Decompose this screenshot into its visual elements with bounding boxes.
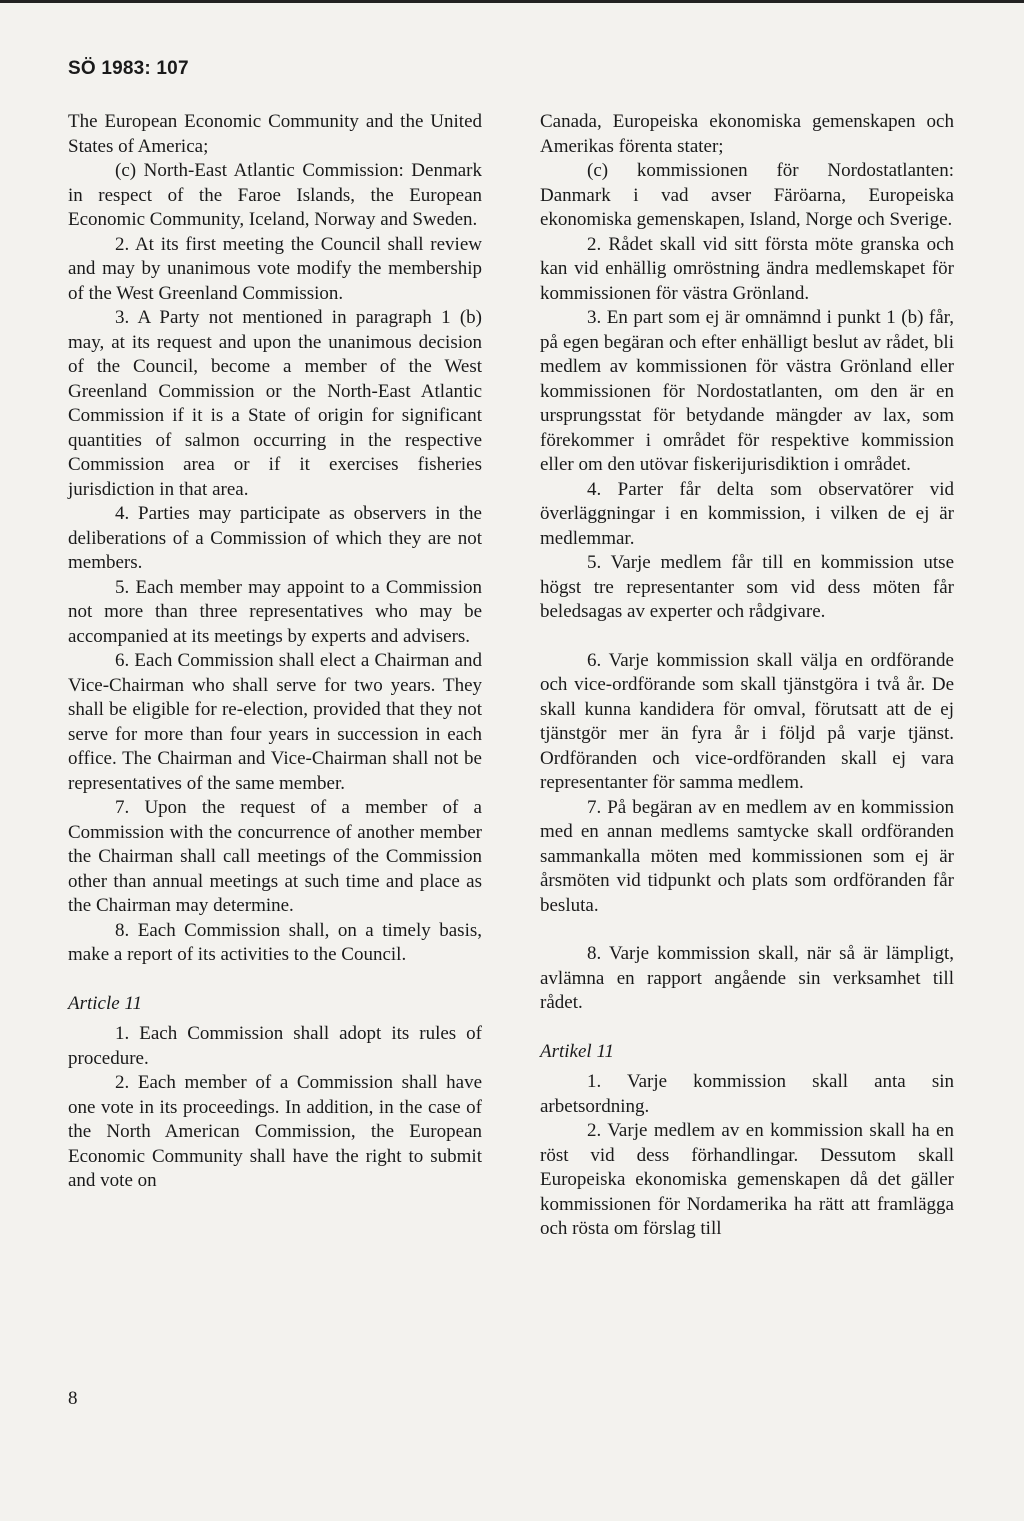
swedish-article-heading: Artikel 11 (540, 1040, 615, 1062)
swedish-column (540, 110, 954, 1242)
english-article-para-1: 1. Each Commission shall adopt its rules of procedure. (68, 1023, 482, 1069)
english-para-4: 4. Parties may participate as observers in the deliberations of a Commission of which they are not members. (68, 503, 482, 573)
english-para-7: 7. Upon the request of a member of a Commission with the concurrence of another member the Chairman shall call meetings of the Commission other than annual meetings at such time and place as the Chairman may determine. (68, 797, 482, 916)
swedish-para-7: 7. På begäran av en medlem av en kommission med en annan medlems samtycke skall ordföranden sammankalla möten med kommissionen som ej är årsmöten vid tidpunkt och plats som ordföranden får besluta. (540, 796, 954, 916)
english-para-6: 6. Each Commission shall elect a Chairman and Vice-Chairman who shall serve for two years. They shall be eligible for re-election, provided that they not serve for more than four years in succession in each office. The Chairman and Vice-Chairman shall not be representatives of the same member. (68, 650, 482, 794)
swedish-intro-1: Canada, Europeiska ekonomiska gemenskapen och Amerikas förenta stater; (540, 111, 954, 157)
swedish-spacer-2 (540, 918, 954, 942)
swedish-para-2: 2. Rådet skall vid sitt första möte granska och kan vid enhällig omröstning ändra medlemskapet för kommissionen för västra Grönland. (540, 233, 954, 304)
swedish-article-para-1: 1. Varje kommission skall anta sin arbetsordning. (540, 1071, 954, 1117)
english-intro-1: The European Economic Community and the United States of America; (68, 111, 482, 157)
swedish-spacer-1 (540, 625, 954, 649)
swedish-article-para-2: 2. Varje medlem av en kommission skall ha en röst vid dess förhandlingar. Dessutom skall Europeiska ekonomiska gemenskapen då det gäller kommissionen för Nordamerika ha rätt att framlägga och rösta om förslag till (540, 1120, 954, 1239)
english-intro-2: (c) North-East Atlantic Commission: Denmark in respect of the Faroe Islands, the European Economic Community, Iceland, Norway and Sweden. (68, 160, 482, 230)
swedish-para-8: 8. Varje kommission skall, när så är lämpligt, avlämna en rapport angående sin verksamhet till rådet. (540, 943, 954, 1013)
swedish-para-6: 6. Varje kommission skall välja en ordförande och vice-ordförande som skall tjänstgöra i två år. De skall kunna kandidera för omval, förutsatt att de ej tjänstgör mer än fyra år i följd på varje tjänst. Ordföranden och vice-ordföranden skall ej vara representanter för samma medlem. (540, 649, 954, 793)
english-para-3: 3. A Party not mentioned in paragraph 1 (b) may, at its request and upon the unanimous decision of the Council, become a member of the West Greenland Commission or the North-East Atlantic Commission if it is a State of origin for significant quantities of salmon occurring in the respective Commission area or if it exercises fisheries jurisdiction in that area. (68, 307, 482, 500)
english-article-para-2: 2. Each member of a Commission shall have one vote in its proceedings. In addition, in the case of the North American Commission, the European Economic Community shall have the right to submit and vote on (68, 1072, 482, 1191)
swedish-para-3: 3. En part som ej är omnämnd i punkt 1 (b) får, på egen begäran och efter enhälligt beslut av rådet, bli medlem av kommissionen för västra Grönland eller kommissionen för Nordostatlanten, om den är en ursprungsstat för betydande mängder av lax, som förekommer i området för respektive kommission eller om den utövar fiskerijurisdiktion i området. (540, 307, 954, 475)
english-column (68, 110, 482, 1194)
document-reference: SÖ 1983: 107 (68, 58, 189, 79)
english-para-8: 8. Each Commission shall, on a timely basis, make a report of its activities to the Council. (68, 919, 482, 965)
english-article-heading: Article 11 (68, 992, 143, 1014)
page-number: 8 (68, 1388, 78, 1409)
swedish-intro-2: (c) kommissionen för Nordostatlanten: Danmark i vad avser Färöarna, Europeiska ekonomiska gemenskapen, Island, Norge och Sverige. (540, 160, 954, 230)
swedish-para-4: 4. Parter får delta som observatörer vid överläggningar i en kommission, i vilken de ej är medlemmar. (540, 478, 954, 549)
swedish-para-5: 5. Varje medlem får till en kommission utse högst tre representanter som vid dess möten får beledsagas av experter och rådgivare. (540, 552, 954, 622)
english-para-2: 2. At its first meeting the Council shall review and may by unanimous vote modify the membership of the West Greenland Commission. (68, 233, 482, 304)
top-rule (0, 0, 1024, 3)
english-para-5: 5. Each member may appoint to a Commission not more than three representatives who may be accompanied at its meetings by experts and advisers. (68, 576, 482, 647)
